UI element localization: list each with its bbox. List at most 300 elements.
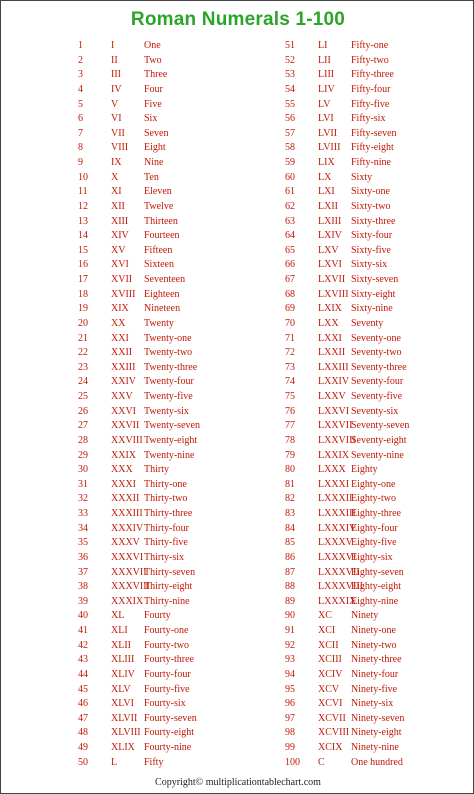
roman-cell: LVI — [318, 113, 334, 125]
number-cell: 73 — [285, 361, 295, 373]
number-cell: 12 — [78, 200, 88, 212]
roman-cell: LXXV — [318, 391, 346, 402]
word-cell: Ninety-eight — [351, 727, 402, 739]
roman-cell: LXXVII — [318, 420, 353, 432]
number-cell: 52 — [285, 54, 295, 66]
word-cell: Thirty-eight — [144, 581, 193, 593]
word-cell: Ninety-three — [351, 654, 402, 666]
word-cell: Ninety-one — [351, 625, 396, 636]
number-cell: 86 — [285, 551, 295, 563]
number-cell: 7 — [78, 127, 83, 139]
roman-cell: XCIII — [318, 654, 342, 666]
roman-cell: XCVI — [318, 698, 343, 710]
word-cell: Sixty-nine — [351, 303, 393, 315]
word-cell: Twenty-four — [144, 376, 194, 388]
number-cell: 94 — [285, 668, 295, 680]
roman-cell: XCIV — [318, 668, 343, 680]
roman-cell: LXV — [318, 244, 339, 256]
roman-cell: XXXIX — [111, 595, 144, 607]
roman-cell: I — [111, 40, 115, 51]
roman-cell: LXXX — [318, 464, 346, 476]
roman-cell: XL — [111, 610, 125, 622]
number-cell: 20 — [78, 317, 88, 329]
number-cell: 2 — [78, 54, 83, 66]
word-cell: Ninety-nine — [351, 742, 399, 753]
number-cell: 100 — [285, 756, 300, 768]
number-cell: 82 — [285, 493, 295, 505]
number-cell: 39 — [78, 595, 88, 607]
roman-cell: LXXXII — [318, 493, 353, 505]
roman-cell: XX — [111, 317, 126, 329]
number-cell: 17 — [78, 274, 88, 285]
roman-cell: XXXII — [111, 493, 140, 505]
number-cell: 70 — [285, 317, 295, 329]
number-cell: 66 — [285, 259, 295, 271]
word-cell: Seventy-three — [351, 361, 407, 373]
roman-cell: C — [318, 756, 325, 768]
word-cell: Four — [144, 83, 163, 95]
word-cell: Fourty-seven — [144, 712, 197, 724]
roman-cell: VII — [111, 127, 125, 139]
word-cell: Sixty-one — [351, 186, 390, 198]
word-cell: Eighty — [351, 464, 378, 476]
number-cell: 50 — [78, 756, 88, 768]
word-cell: Seventy-four — [351, 376, 404, 388]
word-cell: Nineteen — [144, 303, 181, 315]
word-cell: Thirty-two — [144, 493, 188, 505]
number-cell: 8 — [78, 142, 83, 154]
roman-cell: LXX — [318, 317, 339, 329]
roman-cell: XXVI — [111, 405, 136, 417]
number-cell: 1 — [78, 40, 83, 51]
roman-cell: XLIII — [111, 654, 135, 666]
roman-cell: LXXI — [318, 332, 342, 344]
roman-cell: LXIV — [318, 230, 342, 242]
number-cell: 92 — [285, 639, 295, 651]
page-title: Roman Numerals 1-100 — [130, 9, 346, 30]
number-cell: 65 — [285, 244, 295, 256]
word-cell: Sixteen — [144, 259, 174, 271]
word-cell: Ninety-four — [351, 668, 399, 680]
number-cell: 95 — [285, 683, 295, 695]
number-cell: 42 — [78, 639, 88, 651]
number-cell: 69 — [285, 303, 295, 315]
roman-cell: LXXIII — [318, 361, 349, 373]
word-cell: Fifty-one — [351, 40, 389, 51]
number-cell: 64 — [285, 230, 295, 242]
word-cell: Twenty-nine — [144, 449, 195, 461]
roman-cell: LXII — [318, 200, 338, 212]
word-cell: Fourty-nine — [144, 742, 192, 753]
number-cell: 62 — [285, 200, 295, 212]
word-cell: Fifty-five — [351, 98, 390, 110]
number-cell: 67 — [285, 274, 295, 285]
word-cell: Sixty — [351, 171, 373, 183]
word-cell: Ninety-five — [351, 683, 398, 695]
word-cell: Eighteen — [144, 288, 180, 300]
word-cell: Eighty-nine — [351, 595, 399, 607]
number-cell: 46 — [78, 698, 88, 710]
number-cell: 27 — [78, 420, 88, 432]
number-cell: 76 — [285, 405, 295, 417]
number-cell: 91 — [285, 625, 295, 636]
roman-cell: II — [111, 54, 118, 66]
roman-cell: LX — [318, 171, 332, 183]
roman-cell: L — [111, 756, 118, 768]
number-cell: 23 — [78, 361, 88, 373]
word-cell: Fourty-eight — [144, 727, 194, 739]
word-cell: Fourty-two — [144, 639, 189, 651]
word-cell: Fifty-seven — [351, 127, 397, 139]
word-cell: Twenty — [144, 317, 174, 329]
word-cell: Ninety-six — [351, 698, 394, 710]
word-cell: Thirty — [144, 464, 169, 476]
roman-cell: LIX — [318, 157, 335, 168]
roman-cell: IX — [111, 157, 122, 168]
roman-cell: LXXXIX — [318, 595, 357, 607]
number-cell: 63 — [285, 215, 295, 227]
word-cell: Eighty-six — [351, 551, 393, 563]
roman-cell: XC — [318, 610, 332, 622]
roman-cell: LIII — [318, 69, 335, 81]
number-cell: 47 — [78, 712, 88, 724]
word-cell: Ninety-seven — [351, 712, 405, 724]
number-cell: 31 — [78, 478, 88, 490]
word-cell: Fifty-two — [351, 54, 389, 66]
word-cell: Sixty-three — [351, 215, 396, 227]
roman-cell: XCV — [318, 683, 340, 695]
roman-cell: LII — [318, 54, 331, 66]
number-cell: 22 — [78, 347, 88, 359]
word-cell: Seventeen — [144, 274, 186, 285]
roman-cell: XLI — [111, 625, 128, 636]
number-cell: 15 — [78, 244, 88, 256]
number-cell: 49 — [78, 742, 88, 753]
word-cell: Sixty-seven — [351, 274, 399, 285]
word-cell: Two — [144, 54, 162, 66]
word-cell: Fourty — [144, 610, 171, 622]
number-cell: 78 — [285, 434, 295, 446]
roman-cell: XIII — [111, 215, 129, 227]
roman-cell: LXXIX — [318, 449, 350, 461]
roman-cell: XXXI — [111, 478, 136, 490]
word-cell: Three — [144, 69, 168, 81]
roman-cell: XLVIII — [111, 727, 141, 739]
number-cell: 61 — [285, 186, 295, 198]
number-cell: 45 — [78, 683, 88, 695]
roman-cell: XCI — [318, 625, 336, 636]
roman-cell: XXXVIII — [111, 581, 150, 593]
word-cell: Ten — [144, 171, 159, 183]
roman-cell: LXIX — [318, 303, 342, 315]
roman-cell: XXIV — [111, 376, 136, 388]
roman-cell: VI — [111, 113, 122, 125]
number-cell: 98 — [285, 727, 295, 739]
number-cell: 28 — [78, 434, 88, 446]
number-cell: 81 — [285, 478, 295, 490]
number-cell: 9 — [78, 157, 83, 168]
number-cell: 36 — [78, 551, 88, 563]
word-cell: Eighty-eight — [351, 581, 401, 593]
word-cell: Fourty-one — [144, 625, 189, 636]
number-cell: 75 — [285, 391, 295, 402]
number-cell: 6 — [78, 113, 83, 125]
word-cell: Seventy-nine — [351, 449, 404, 461]
roman-cell: XVI — [111, 259, 129, 271]
word-cell: Nine — [144, 157, 164, 168]
number-cell: 89 — [285, 595, 295, 607]
roman-cell: XXI — [111, 332, 129, 344]
roman-cell: LXXXVIII — [318, 581, 363, 593]
word-cell: Eighty-three — [351, 508, 401, 519]
roman-cell: V — [111, 98, 119, 110]
roman-cell: LXI — [318, 186, 335, 198]
number-cell: 51 — [285, 40, 295, 51]
word-cell: Fifty-six — [351, 113, 386, 125]
number-cell: 24 — [78, 376, 88, 388]
roman-cell: LV — [318, 98, 331, 110]
roman-cell: LI — [318, 40, 328, 51]
roman-cell: LXXXI — [318, 478, 350, 490]
number-cell: 4 — [78, 83, 83, 95]
roman-cell: XXXVII — [111, 566, 147, 578]
word-cell: Thirteen — [144, 215, 178, 227]
number-cell: 26 — [78, 405, 88, 417]
number-cell: 84 — [285, 522, 295, 534]
number-cell: 57 — [285, 127, 295, 139]
number-cell: 44 — [78, 668, 88, 680]
word-cell: Thirty-nine — [144, 595, 190, 607]
roman-cell: LXIII — [318, 215, 342, 227]
number-cell: 37 — [78, 566, 88, 578]
number-cell: 34 — [78, 522, 88, 534]
word-cell: Fifteen — [144, 244, 173, 256]
word-cell: Twenty-six — [144, 405, 189, 417]
word-cell: Thirty-one — [144, 478, 187, 490]
number-cell: 87 — [285, 566, 295, 578]
number-cell: 25 — [78, 391, 88, 402]
roman-cell: XIX — [111, 303, 129, 315]
number-cell: 97 — [285, 712, 295, 724]
roman-cell: XXV — [111, 391, 133, 402]
word-cell: Fifty-nine — [351, 157, 391, 168]
word-cell: Eighty-one — [351, 478, 396, 490]
word-cell: Thirty-five — [144, 537, 188, 549]
word-cell: Fifty — [144, 756, 164, 768]
roman-cell: XII — [111, 200, 125, 212]
word-cell: Sixty-six — [351, 259, 388, 271]
number-cell: 29 — [78, 449, 88, 461]
word-cell: Thirty-four — [144, 522, 189, 534]
word-cell: Twenty-two — [144, 347, 193, 359]
word-cell: Ninety — [351, 610, 379, 622]
word-cell: Seventy-two — [351, 347, 402, 359]
roman-cell: XXXIII — [111, 508, 143, 519]
word-cell: Fourty-four — [144, 668, 191, 680]
roman-cell: XCIX — [318, 742, 343, 753]
word-cell: Six — [144, 113, 158, 125]
number-cell: 21 — [78, 332, 88, 344]
number-cell: 77 — [285, 420, 295, 432]
number-cell: 14 — [78, 230, 88, 242]
roman-cell: IV — [111, 83, 122, 95]
word-cell: Ninety-two — [351, 639, 397, 651]
roman-cell: XXX — [111, 464, 133, 476]
word-cell: Fourteen — [144, 230, 180, 242]
word-cell: Fourty-three — [144, 654, 194, 666]
roman-cell: LXXXIV — [318, 522, 357, 534]
word-cell: Seventy-six — [351, 405, 399, 417]
roman-cell: XCVII — [318, 712, 346, 724]
roman-cell: XXVIII — [111, 434, 143, 446]
number-cell: 60 — [285, 171, 295, 183]
roman-cell: XIV — [111, 230, 129, 242]
word-cell: Eighty-four — [351, 522, 398, 534]
number-cell: 41 — [78, 625, 88, 636]
word-cell: Seventy — [351, 317, 384, 329]
roman-cell: XCII — [318, 639, 339, 651]
roman-cell: LXVI — [318, 259, 342, 271]
word-cell: Fifty-eight — [351, 142, 394, 154]
roman-cell: LXVII — [318, 274, 346, 285]
word-cell: Fourty-six — [144, 698, 186, 710]
word-cell: Sixty-two — [351, 200, 391, 212]
word-cell: Eleven — [144, 186, 172, 198]
roman-cell: XLVII — [111, 712, 138, 724]
number-cell: 10 — [78, 171, 88, 183]
roman-cell: LXXXVII — [318, 566, 360, 578]
word-cell: One — [144, 40, 161, 51]
roman-cell: LIV — [318, 83, 335, 95]
number-cell: 74 — [285, 376, 295, 388]
word-cell: Twenty-three — [144, 361, 198, 373]
word-cell: Thirty-six — [144, 551, 184, 563]
roman-cell: III — [111, 69, 121, 81]
roman-cell: LXXII — [318, 347, 346, 359]
number-cell: 40 — [78, 610, 88, 622]
number-cell: 19 — [78, 303, 88, 315]
roman-cell: XLIV — [111, 668, 135, 680]
roman-cell: LXXXVI — [318, 551, 357, 563]
word-cell: Twenty-seven — [144, 420, 200, 432]
roman-cell: XCVIII — [318, 727, 350, 739]
word-cell: Fifty-three — [351, 69, 394, 81]
number-cell: 16 — [78, 259, 88, 271]
roman-cell: XXVII — [111, 420, 140, 432]
copyright-footer: Copyright© multiplicationtablechart.com — [155, 777, 321, 788]
number-cell: 54 — [285, 83, 295, 95]
number-cell: 33 — [78, 508, 88, 519]
word-cell: Sixty-eight — [351, 288, 396, 300]
number-cell: 18 — [78, 288, 88, 300]
number-cell: 83 — [285, 508, 295, 519]
word-cell: Thirty-three — [144, 508, 193, 519]
number-cell: 48 — [78, 727, 88, 739]
word-cell: Seven — [144, 127, 169, 139]
word-cell: Eighty-seven — [351, 566, 404, 578]
word-cell: Eighty-two — [351, 493, 396, 505]
roman-cell: XXIII — [111, 361, 136, 373]
roman-cell: LXXXIII — [318, 508, 356, 519]
number-cell: 56 — [285, 113, 295, 125]
number-cell: 38 — [78, 581, 88, 593]
number-cell: 58 — [285, 142, 295, 154]
word-cell: Five — [144, 98, 162, 110]
roman-cell: XXIX — [111, 449, 136, 461]
number-cell: 79 — [285, 449, 295, 461]
number-cell: 72 — [285, 347, 295, 359]
word-cell: Twenty-five — [144, 391, 193, 402]
word-cell: Seventy-eight — [351, 434, 407, 446]
number-cell: 93 — [285, 654, 295, 666]
number-cell: 55 — [285, 98, 295, 110]
word-cell: Twenty-one — [144, 332, 192, 344]
number-cell: 53 — [285, 69, 295, 81]
number-cell: 3 — [78, 69, 83, 81]
number-cell: 88 — [285, 581, 295, 593]
word-cell: Seventy-five — [351, 391, 403, 402]
word-cell: Twelve — [144, 200, 174, 212]
roman-cell: XXXIV — [111, 522, 144, 534]
number-cell: 71 — [285, 332, 295, 344]
number-cell: 5 — [78, 98, 83, 110]
roman-cell: XLVI — [111, 698, 134, 710]
roman-cell: LXXVI — [318, 405, 350, 417]
word-cell: Sixty-four — [351, 230, 393, 242]
roman-cell: XLIX — [111, 742, 135, 753]
roman-cell: LXXIV — [318, 376, 350, 388]
word-cell: Thirty-seven — [144, 566, 196, 578]
roman-cell: LVIII — [318, 142, 341, 154]
roman-cell: XLII — [111, 639, 131, 651]
word-cell: Fourty-five — [144, 683, 190, 695]
roman-cell: LXVIII — [318, 288, 349, 300]
roman-cell: LVII — [318, 127, 338, 139]
word-cell: Sixty-five — [351, 244, 391, 256]
roman-cell: XVIII — [111, 288, 136, 300]
number-cell: 59 — [285, 157, 295, 168]
roman-cell: XVII — [111, 274, 133, 285]
word-cell: Twenty-eight — [144, 434, 198, 446]
number-cell: 85 — [285, 537, 295, 549]
number-cell: 99 — [285, 742, 295, 753]
number-cell: 80 — [285, 464, 295, 476]
roman-cell: XLV — [111, 683, 131, 695]
roman-cell: VIII — [111, 142, 129, 154]
number-cell: 90 — [285, 610, 295, 622]
number-cell: 43 — [78, 654, 88, 666]
number-cell: 68 — [285, 288, 295, 300]
roman-cell: LXXXV — [318, 537, 353, 549]
roman-cell: X — [111, 171, 119, 183]
roman-cell: XXXVI — [111, 551, 144, 563]
number-cell: 35 — [78, 537, 88, 549]
roman-cell: XI — [111, 186, 122, 198]
roman-cell: XV — [111, 244, 126, 256]
roman-cell: XXXV — [111, 537, 140, 549]
word-cell: Fifty-four — [351, 83, 391, 95]
word-cell: Seventy-one — [351, 332, 401, 344]
roman-cell: XXII — [111, 347, 133, 359]
word-cell: Seventy-seven — [351, 420, 410, 432]
number-cell: 11 — [78, 186, 88, 198]
number-cell: 96 — [285, 698, 295, 710]
word-cell: Eighty-five — [351, 537, 397, 549]
word-cell: One hundred — [351, 756, 403, 768]
number-cell: 13 — [78, 215, 88, 227]
word-cell: Eight — [144, 142, 166, 154]
number-cell: 30 — [78, 464, 88, 476]
